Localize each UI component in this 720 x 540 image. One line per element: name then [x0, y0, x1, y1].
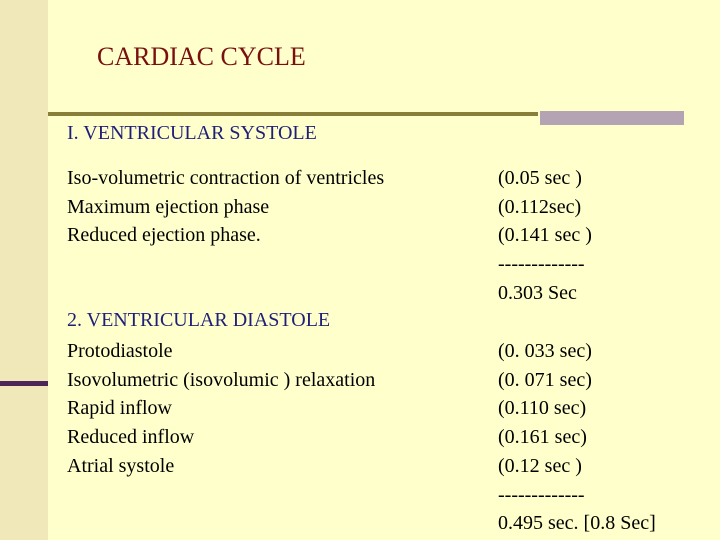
title-divider-accent [540, 111, 684, 125]
diastole-phase: Isovolumetric (isovolumic ) relaxation [67, 368, 376, 391]
systole-separator: ------------- [498, 253, 585, 276]
title-divider-line [48, 112, 538, 116]
diastole-duration: (0.161 sec) [498, 426, 587, 449]
systole-total: 0.303 Sec [498, 281, 577, 304]
cycle-total: 0.495 sec. [0.8 Sec] [498, 512, 656, 535]
systole-phase: Maximum ejection phase [67, 195, 270, 218]
diastole-separator: ------------- [498, 483, 585, 506]
systole-heading: I. VENTRICULAR SYSTOLE [67, 122, 317, 144]
diastole-duration: (0. 033 sec) [498, 340, 592, 362]
systole-duration: (0.112sec) [498, 195, 582, 218]
slide-title: CARDIAC CYCLE [97, 42, 306, 71]
left-accent-bar [0, 381, 48, 386]
diastole-phase: Protodiastole [67, 340, 173, 362]
systole-phase: Reduced ejection phase. [67, 224, 261, 247]
diastole-heading: 2. VENTRICULAR DIASTOLE [67, 309, 331, 331]
diastole-phase: Reduced inflow [67, 426, 195, 449]
diastole-phase: Atrial systole [67, 454, 175, 477]
diastole-phase: Rapid inflow [67, 397, 172, 420]
systole-phase: Iso-volumetric contraction of ventricles [67, 167, 385, 189]
systole-duration: (0.141 sec ) [498, 224, 592, 247]
diastole-duration: (0. 071 sec) [498, 368, 592, 391]
diastole-duration: (0.110 sec) [498, 397, 587, 420]
left-decorative-band [0, 0, 48, 540]
diastole-duration: (0.12 sec ) [498, 454, 582, 477]
systole-duration: (0.05 sec ) [498, 167, 582, 189]
